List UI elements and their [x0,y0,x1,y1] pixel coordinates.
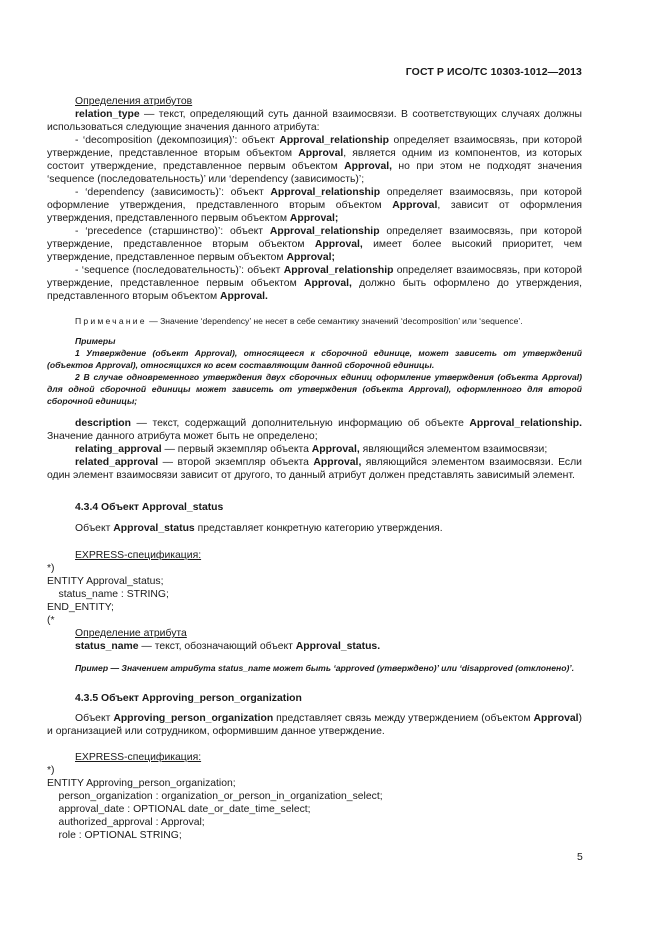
item-text: - ‘decomposition (декомпозиция)’: объект [75,135,280,146]
item-text: - ‘dependency (зависимость)’: объект [75,187,271,198]
entity-ref: Approval_relationship. [469,418,582,429]
entity-ref: Approval, [344,161,393,172]
section-heading: 4.3.4 Объект Approval_status [75,502,224,513]
entity-ref: Approving_person_organization [113,713,274,724]
entity-ref: Approval_relationship [270,187,381,198]
attr-name: description [75,418,132,429]
entity-ref: Approval, [311,444,360,455]
attr-name: relation_type [75,109,140,120]
relation-value-item [47,134,582,186]
section-4-3-4 [47,501,582,674]
attr-heading: Определение атрибута [75,628,187,639]
item-text: - ‘sequence (последовательность)’: объект [75,265,284,276]
intro-text: представляет связь между утверждением (объектом [273,713,534,724]
entity-ref: Approval_status [113,523,195,534]
entity-ref: Approval [533,713,579,724]
entity-ref: Approval; [286,252,335,263]
example-1: 1 Утверждение (объект Approval), относящееся к сборочной единице, может зависеть от утверждений (объектов Approval), относящихся ко всем составляющим данной сборочной единицы. [47,348,582,370]
attr-name: status_name [75,641,139,652]
relation-value-item [47,186,582,225]
relation-type-paragraph [47,108,582,134]
express-code: *) ENTITY Approval_status; status_name : STRING; END_ENTITY; (* [47,563,169,626]
section-intro [47,712,582,738]
page-number: 5 [577,852,583,863]
intro-text: ) и организацией или сотрудником, оформившим данное утверждение. [47,713,582,737]
status-example: Пример — Значением атрибута status_name может быть ‘approved (утверждено)’ или ‘disapproved (отклонено)’. [75,663,575,673]
entity-ref: Approval_status. [295,641,381,652]
attr-text: являющийся элементом взаимосвязи; [359,444,548,455]
examples [47,335,582,407]
other-attributes [47,417,582,482]
item-text: , зависит от оформления утверждения, представленного первым объектом [47,200,582,224]
relating-approval-paragraph [47,443,582,456]
attr-text: — текст, содержащий дополнительную информацию об объекте [131,418,470,429]
relation-type-values [47,134,582,303]
attr-defs-heading: Определения атрибутов [75,96,193,107]
note-label: Примечание [75,316,147,326]
description-paragraph [47,417,582,443]
attr-name: relating_approval [75,444,162,455]
item-text: - ‘precedence (старшинство)’: объект [75,226,270,237]
section-4-3-5 [47,692,582,842]
entity-ref: Approval; [289,213,339,224]
status-name-paragraph [47,640,582,653]
entity-ref: Approval_relationship [269,226,380,237]
attr-text: — текст, определяющий суть данной взаимосвязи. В соответствующих случаях должны использоваться следующие значения данного атрибута: [47,109,582,133]
item-text: определяет взаимосвязь, при которой оформление утверждения, представленного вторым объектом [47,187,582,211]
item-text: определяет взаимосвязь, при которой утверждение, представленное вторым объектом [47,135,582,159]
related-approval-paragraph [47,456,582,482]
attribute-definitions [47,95,582,303]
item-text: определяет взаимосвязь, при которой утверждение, представленное первым объектом [47,265,582,289]
entity-ref: Approval, [314,239,363,250]
entity-ref: Approval_relationship [279,135,390,146]
intro-text: представляет конкретную категорию утверждения. [194,523,443,534]
intro-text: Объект [75,523,114,534]
attr-text: — первый экземпляр объекта [161,444,312,455]
relation-value-item [47,264,582,303]
attr-text: Значение данного атрибута может быть не определено; [47,431,318,442]
intro-text: Объект [75,713,114,724]
attr-text: — второй экземпляр объекта [158,457,314,468]
note-text: — Значение ‘dependency’ не несет в себе семантику значений ‘decomposition’ или ‘sequence’. [146,316,523,326]
entity-ref: Approval_relationship [283,265,394,276]
item-text: но при этом не подходят значения ‘sequence (последовательность)’ или ‘dependency (зависимость)’; [47,161,582,185]
item-text: , является одним из компонентов, из которых состоит утверждение, представленное первым объектом [47,148,582,172]
section-heading: 4.3.5 Объект Approving_person_organization [75,693,302,704]
relation-value-item [47,225,582,264]
example-2: 2 В случае одновременного утверждения двух сборочных единиц оформление утверждения (объекта Approval) для одной сборочной единицы может зависеть от утверждения (объекта Approval), оформленного для второй сборочной единицы; [47,372,582,406]
express-label: EXPRESS-спецификация: [75,550,202,561]
attr-text: — текст, обозначающий объект [138,641,296,652]
document-header: ГОСТ Р ИСО/ТС 10303-1012—2013 [405,66,582,78]
item-text: определяет взаимосвязь, при которой утверждение, представленное вторым объектом [47,226,582,250]
entity-ref: Approval [392,200,438,211]
attr-name: related_approval [75,457,159,468]
entity-ref: Approval, [313,457,362,468]
entity-ref: Approval. [220,291,268,302]
note [75,316,582,327]
entity-ref: Approval, [303,278,352,289]
attr-text: являющийся элементом взаимосвязи. Если один элемент взаимосвязи зависит от другого, то данный атрибут должен представлять зависимый элемент. [47,457,582,481]
item-text: имеет более высокий приоритет, чем утверждение, представленное первым объектом [47,239,583,263]
examples-heading: Примеры [75,336,116,346]
express-code: *) ENTITY Approving_person_organization; person_organization : organization_or_person_in_organization_select; approval_date : OPTIONAL date_or_date_time_select; authorized_approval : Approval; role : OPTIONAL STRING; [47,765,383,841]
item-text: должно быть оформлено до утверждения, представленного вторым объектом [47,278,582,302]
section-intro [47,522,582,535]
express-label: EXPRESS-спецификация: [75,752,202,763]
entity-ref: Approval [298,148,344,159]
